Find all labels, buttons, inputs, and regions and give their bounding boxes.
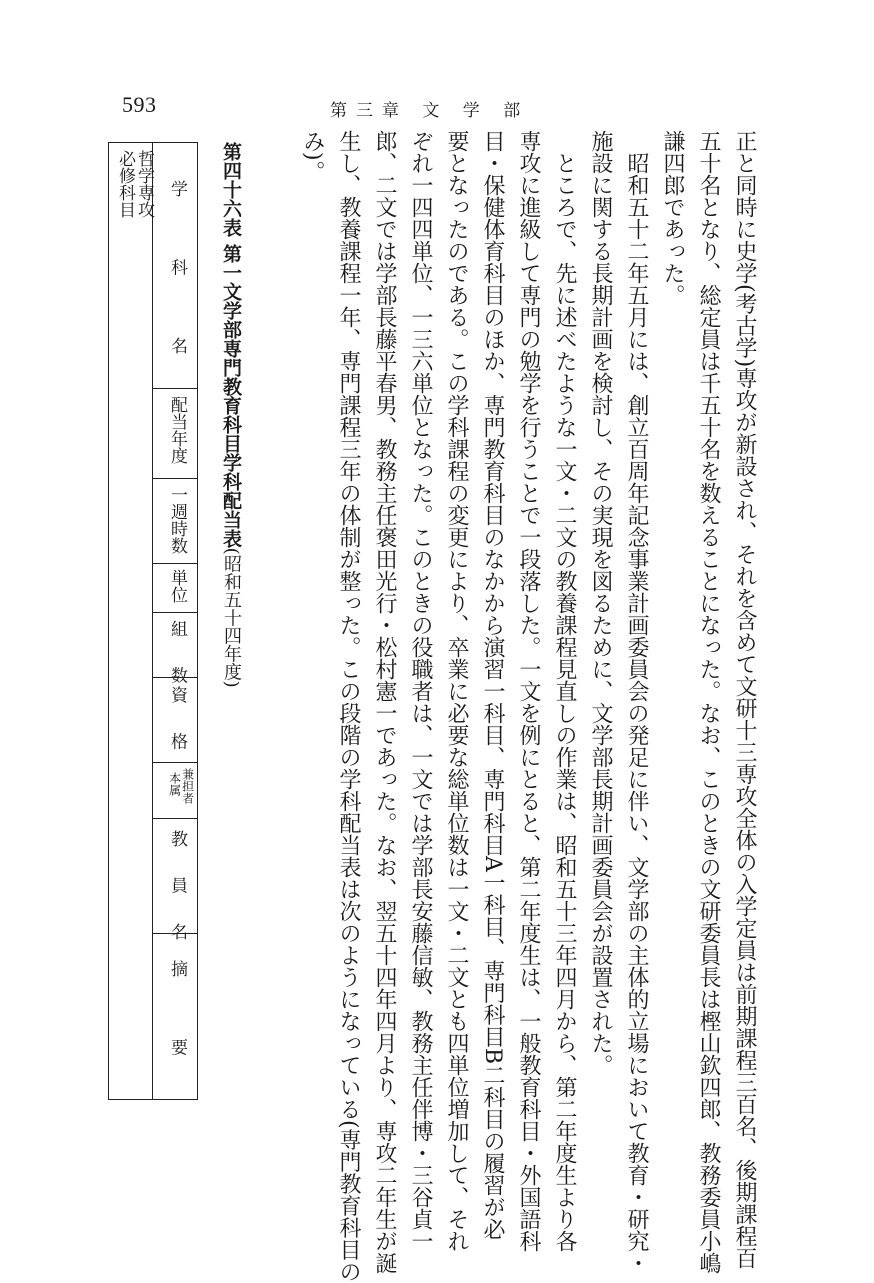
body-line: 生し、教養課程一年、専門課程三年の体制が整った。この段階の学科配当表は次のようになっている(専門教育科目の (336, 130, 361, 1283)
body-line: ぞれ一四四単位、一三六単位となった。このときの役職者は、一文では学部長安藤信敏、教務主任伴博・三谷貞一 (408, 130, 433, 1252)
header-qualification: 資 格 (167, 686, 187, 762)
header-divider (152, 478, 198, 479)
header-divider (152, 563, 198, 564)
header-weekly-hours: 一週時数 (167, 486, 187, 554)
header-groups: 組 数 (167, 620, 187, 696)
header-remarks: 摘 要 (167, 960, 187, 1084)
body-line: 施設に関する長期計画を検討し、その実現を図るために、文学部長期計画委員会が設置された。 (588, 130, 613, 1076)
table-row-label: 必修科目 (115, 150, 135, 218)
body-line: 五十名となり、総定員は千五十名を数えることになった。なお、このときの文研委員長は樫山欽四郎、教務委員小嶋 (696, 130, 721, 1274)
body-line: 要となったのである。この学科課程の変更により、卒業に必要な総単位数は一文・二文とも四単位増加して、それ (444, 130, 469, 1252)
running-head: 第三章 文 学 部 (330, 101, 530, 121)
header-qual-a: 兼担者 (180, 768, 195, 804)
table-title-text: 第四十六表 第一文学部専門教育科目学科配当表 (220, 142, 242, 548)
body-line: み)。 (300, 130, 325, 183)
body-line: 昭和五十二年五月には、創立百周年記念事業計画委員会の発足に伴い、文学部の主体的立場において教育・研究・ (624, 152, 649, 1274)
page-number: 593 (122, 92, 157, 117)
header-year: 配当年度 (167, 396, 187, 464)
header-divider (152, 818, 198, 819)
header-divider (152, 388, 198, 389)
body-line: 正と同時に史学(考古学)専攻が新設され、それを含めて文研十三専攻全体の入学定員は前期課程三百名、後期課程百 (732, 130, 757, 1270)
body-line: ところで、先に述べたような一文・二文の教養課程見直しの作業は、昭和五十三年四月から、第二年度生より各 (552, 152, 577, 1252)
table-title-note: (昭和五十四年度) (221, 547, 242, 688)
body-line: 専攻に進級して専門の勉学を行うことで一段落した。一文を例にとると、第二年度生は、一般教育科目・外国語科 (516, 130, 541, 1252)
header-subject: 学 科 名 (167, 180, 187, 382)
body-line: 郎、二文では学部長藤平春男、教務主任褒田光行・松村憲一であった。なお、翌五十四年四月より、専攻二年生が誕 (372, 130, 397, 1274)
body-line: 目・保健体育科目のほか、専門教育科目のなかから演習一科目、専門科目A一科目、専門科目B二科目の履習が必 (480, 130, 505, 1241)
header-credits: 単位 (167, 569, 187, 603)
header-teacher: 教 員 名 (167, 830, 187, 952)
table-title (218, 142, 245, 688)
header-column-rule (152, 142, 153, 1100)
header-divider (152, 762, 198, 763)
table-row-label: 哲学専攻 (134, 150, 154, 218)
header-qual-b: 本属 (167, 772, 182, 796)
header-divider (152, 612, 198, 613)
body-line: 謙四郎であった。 (660, 130, 685, 306)
